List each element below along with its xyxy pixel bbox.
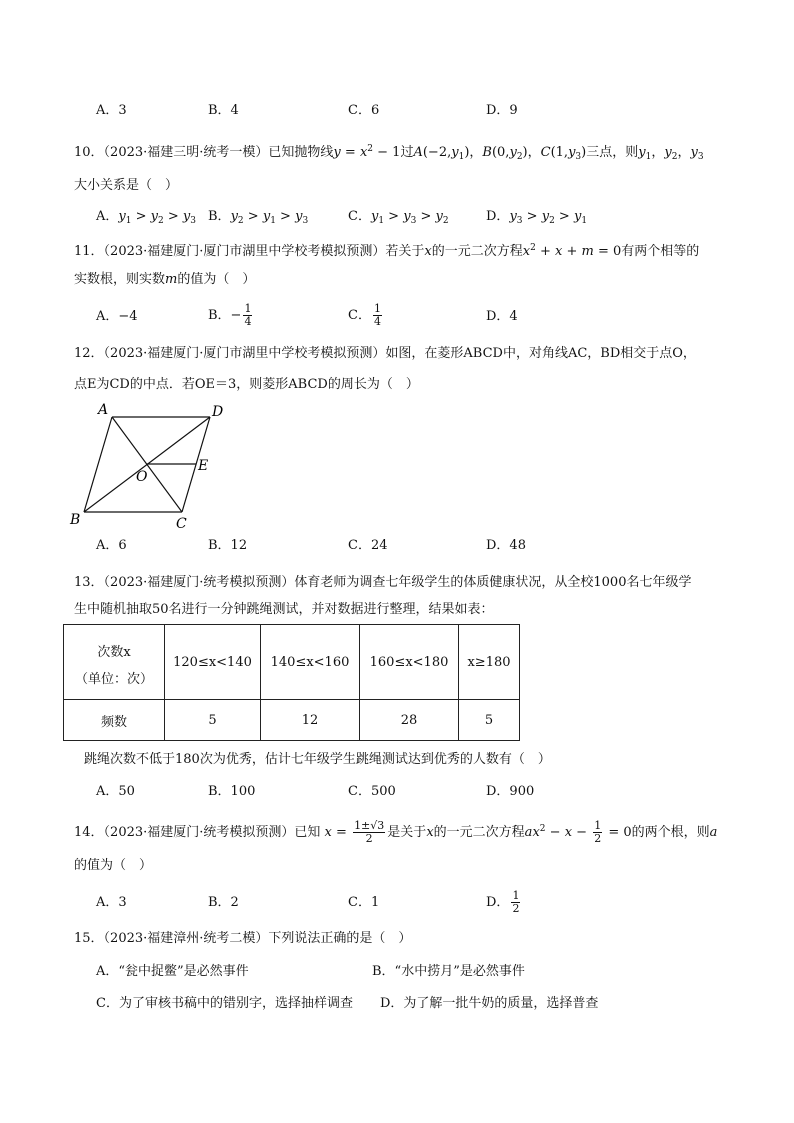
- q10-option-d: D．$y_3 > y_2 > y_1$: [486, 209, 588, 226]
- q14-option-c: C．1: [348, 895, 380, 910]
- rhombus-diagram: [64, 398, 234, 533]
- q10-source: 10．（2023·福建三明·统考一模）已知抛物线: [74, 145, 334, 160]
- q11-line2: 实数根，则实数m的值为（ ）: [74, 272, 256, 287]
- label-a: A: [98, 402, 109, 418]
- q10-line2: 大小关系是（ ）: [74, 178, 179, 193]
- interval-cell: x≥180: [459, 625, 520, 700]
- q11-option-a: A．−4: [96, 309, 138, 324]
- label-e: E: [198, 458, 209, 474]
- q14-line2: 的值为（ ）: [74, 858, 153, 873]
- q10-option-b: B．$y_2 > y_1 > y_3$: [208, 209, 309, 226]
- q15-option-d: D．为了解一批牛奶的质量，选择普查: [380, 996, 599, 1011]
- q14-line1: 14．（2023·福建厦门·统考模拟预测）已知 x = $\frac{1\pm√3}{2}$ 是关于x的一元二次方程$ax^2 - x$ − $\frac{1}{2}$ = 0的两个根，则a: [74, 819, 718, 845]
- q12-option-a: A．6: [96, 538, 127, 553]
- q13-line2: 生中随机抽取50名进行一分钟跳绳测试，并对数据进行整理，结果如表：: [74, 602, 494, 617]
- header-count-cell: 次数x （单位：次）: [64, 625, 165, 700]
- freq-cell: 12: [261, 700, 360, 741]
- q13-option-a: A．50: [96, 784, 135, 799]
- q15-option-a: A．“瓮中捉鳖”是必然事件: [96, 964, 249, 979]
- q14-option-d: D． $\frac{1}{2}$: [486, 889, 520, 915]
- q10-end: 三点，则: [586, 145, 639, 160]
- q11-line1: 11．（2023·福建厦门·厦门市湖里中学校考模拟预测）若关于x的一元二次方程$x^2 + x + m = 0$有两个相等的: [74, 243, 700, 259]
- freq-cell: 28: [360, 700, 459, 741]
- freq-label-cell: 频数: [64, 700, 165, 741]
- q11-option-c: C． $\frac{1}{4}$: [348, 302, 381, 328]
- q12-option-c: C．24: [348, 538, 388, 553]
- q9-option-d: D．9: [486, 103, 518, 118]
- label-o: O: [136, 469, 148, 485]
- q14-option-b: B．2: [208, 895, 239, 910]
- q12-line2: 点E为CD的中点．若OE＝3，则菱形ABCD的周长为（ ）: [74, 377, 419, 392]
- q15-line1: 15．（2023·福建漳州·统考二模）下列说法正确的是（ ）: [74, 931, 412, 946]
- label-d: D: [212, 404, 224, 420]
- interval-cell: 120≤x<140: [165, 625, 261, 700]
- q13-line1: 13．（2023·福建厦门·统考模拟预测）体育老师为调查七年级学生的体质健康状况，从全校1000名七年级学: [74, 575, 692, 590]
- q10-line1: 10．（2023·福建三明·统考一模）已知抛物线$y = x^2 - 1$过$A(-2,y_1)$，$B(0,y_2)$，$C(1,y_3)$三点，则$y_1$，$y_2$，$y_3$: [74, 144, 704, 162]
- q12-option-d: D．48: [486, 538, 526, 553]
- q12-option-b: B．12: [208, 538, 248, 553]
- q13-option-b: B．100: [208, 784, 256, 799]
- q15-option-b: B．“水中捞月”是必然事件: [372, 964, 525, 979]
- q13-option-d: D．900: [486, 784, 535, 799]
- q14-option-a: A．3: [96, 895, 127, 910]
- q13-option-c: C．500: [348, 784, 396, 799]
- q9-option-b: B．4: [208, 103, 239, 118]
- q11-option-b: B．− $\frac{1}{4}$: [208, 302, 252, 328]
- q9-option-a: A．3: [96, 103, 127, 118]
- q10-mid: 过: [400, 145, 414, 160]
- label-c: C: [176, 516, 187, 532]
- interval-cell: 160≤x<180: [360, 625, 459, 700]
- interval-cell: 140≤x<160: [261, 625, 360, 700]
- q15-option-c: C．为了审核书稿中的错别字，选择抽样调查: [96, 996, 353, 1011]
- q10-option-a: A．$y_1 > y_2 > y_3$: [96, 209, 197, 226]
- frequency-table: [63, 624, 520, 741]
- label-b: B: [70, 512, 81, 528]
- q11-option-d: D．4: [486, 309, 518, 324]
- q9-option-c: C．6: [348, 103, 380, 118]
- q10-option-c: C．$y_1 > y_3 > y_2$: [348, 209, 449, 226]
- q13-line3: 跳绳次数不低于180次为优秀，估计七年级学生跳绳测试达到优秀的人数有（ ）: [84, 752, 551, 767]
- freq-cell: 5: [459, 700, 520, 741]
- freq-cell: 5: [165, 700, 261, 741]
- q12-line1: 12．（2023·福建厦门·厦门市湖里中学校考模拟预测）如图，在菱形ABCD中，对角线AC，BD相交于点O，: [74, 346, 696, 361]
